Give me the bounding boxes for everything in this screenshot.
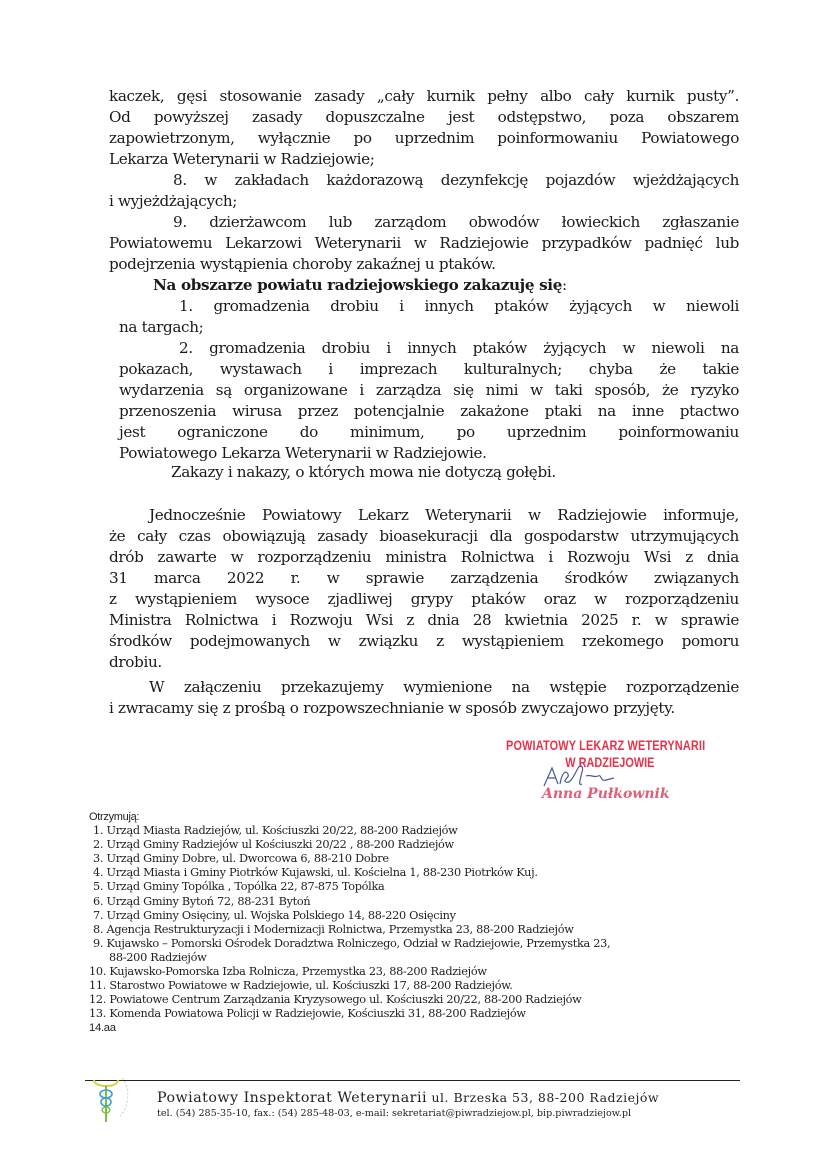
text-line: i zwracamy się z prośbą o rozpowszechnianie w sposób zwyczajowo przyjęty.	[109, 699, 675, 717]
recipient-item: 2. Urząd Gminy Radziejów ul Kościuszki 20/22 , 88-200 Radziejów	[93, 838, 454, 852]
attachment-paragraph	[109, 677, 739, 719]
recipients-title: Otrzymują:	[89, 811, 140, 823]
text-line: przenoszenia wirusa przez potencjalnie zakażone ptaki na inne ptactwo	[119, 402, 739, 420]
recipient-item: 13. Komenda Powiatowa Policji w Radziejowie, Kościuszki 31, 88-200 Radziejów	[89, 1007, 526, 1021]
recipient-item: 12. Powiatowe Centrum Zarządzania Kryzysowego ul. Kościuszki 20/22, 88-200 Radziejów	[89, 993, 582, 1007]
stamp-signatory-name: Anna Pułkownik	[542, 786, 670, 802]
text-line: 8. w zakładach każdorazową dezynfekcję pojazdów wjeżdżających	[173, 171, 739, 189]
text-line: wydarzenia są organizowane i zarządza się nimi w taki sposób, że ryzyko	[119, 381, 739, 399]
text-line: Od powyższej zasady dopuszczalne jest odstępstwo, poza obszarem	[109, 108, 739, 126]
recipient-item: 7. Urząd Gminy Osięciny, ul. Wojska Polskiego 14, 88-220 Osięciny	[93, 908, 456, 922]
recipient-item: 10. Kujawsko-Pomorska Izba Rolnicza, Przemystka 23, 88-200 Radziejów	[89, 965, 487, 979]
paragraph-continuation	[109, 86, 739, 170]
text-line: Ministra Rolnictwa i Rozwoju Wsi z dnia 28 kwietnia 2025 r. w sprawie	[109, 611, 739, 629]
footer-institution: Powiatowy Inspektorat Weterynarii	[157, 1090, 428, 1106]
recipients-list	[89, 810, 709, 1036]
recipient-item: 1. Urząd Miasta Radziejów, ul. Kościuszki 20/22, 88-200 Radziejów	[93, 824, 458, 838]
text-line: zapowietrzonym, wyłącznie po uprzednim poinformowaniu Powiatowego	[109, 129, 739, 147]
prohibition-2	[109, 338, 739, 464]
biosecurity-paragraph	[109, 505, 739, 673]
pigeons-note: Zakazy i nakazy, o których mowa nie dotyczą gołębi.	[171, 463, 556, 481]
pigeons-note-block	[109, 462, 739, 483]
text-line: kaczek, gęsi stosowanie zasady „cały kurnik pełny albo cały kurnik pusty”.	[109, 87, 739, 105]
recipient-item: 3. Urząd Gminy Dobre, ul. Dworcowa 6, 88-210 Dobre	[93, 852, 389, 866]
text-line: W załączeniu przekazujemy wymienione na wstępie rozporządzenie	[149, 678, 739, 696]
stamp-location: W RADZIEJOWIE	[565, 754, 655, 770]
prohibition-heading-bold: Na obszarze powiatu radziejowskiego zakazuję się	[153, 276, 563, 294]
recipient-item: 14.aa	[89, 1022, 116, 1035]
text-line: Powiatowemu Lekarzowi Weterynarii w Radziejowie przypadków padnięć lub	[109, 234, 739, 252]
text-line: podejrzenia wystąpienia choroby zakaźnej u ptaków.	[109, 255, 496, 273]
text-line: 1. gromadzenia drobiu i innych ptaków żyjących w niewoli	[179, 297, 739, 315]
footer-address: ul. Brzeska 53, 88-200 Radziejów	[427, 1090, 660, 1105]
text-line: Powiatowego Lekarza Weterynarii w Radziejowie.	[119, 444, 487, 462]
text-line: 9. dzierżawcom lub zarządom obwodów łowieckich zgłaszanie	[173, 213, 739, 231]
text-line: 31 marca 2022 r. w sprawie zarządzenia środków związanych	[109, 569, 739, 587]
prohibition-heading-colon: :	[562, 276, 567, 294]
footer-contact: tel. (54) 285-35-10, fax.: (54) 285-48-03, e-mail: sekretariat@piwradziejow.pl, bip.piwradziejow.pl	[157, 1108, 632, 1119]
footer-divider	[85, 1080, 740, 1081]
text-line: środków podejmowanych w związku z wystąpieniem rzekomego pomoru	[109, 632, 739, 650]
recipient-item: 4. Urząd Miasta i Gminy Piotrków Kujawski, ul. Kościelna 1, 88-230 Piotrków Kuj.	[93, 866, 538, 880]
text-line: że cały czas obowiązują zasady bioasekuracji dla gospodarstw utrzymujących	[109, 527, 739, 545]
recipient-item: 9. Kujawsko – Pomorski Ośrodek Doradztwa Rolniczego, Odział w Radziejowie, Przemystka 23,	[93, 936, 611, 950]
text-line: 2. gromadzenia drobiu i innych ptaków żyjących w niewoli na	[179, 339, 739, 357]
recipient-item: 6. Urząd Gminy Bytoń 72, 88-231 Bytoń	[93, 894, 311, 908]
footer	[157, 1090, 737, 1119]
recipient-item-continuation: 88-200 Radziejów	[109, 950, 207, 964]
prohibition-heading	[109, 275, 739, 296]
prohibition-1	[109, 296, 739, 338]
list-item-9	[109, 212, 739, 275]
recipient-item: 5. Urząd Gminy Topólka , Topólka 22, 87-875 Topólka	[93, 880, 385, 894]
text-line: i wyjeżdżających;	[109, 192, 238, 210]
recipient-item: 11. Starostwo Powiatowe w Radziejowie, ul. Kościuszki 17, 88-200 Radziejów.	[89, 979, 513, 993]
list-item-8	[109, 170, 739, 212]
footer-institution-line	[157, 1090, 737, 1106]
text-line: drobiu.	[109, 653, 162, 671]
text-line: jest ograniczone do minimum, po uprzednim poinformowaniu	[119, 423, 739, 441]
text-line: na targach;	[119, 318, 204, 336]
text-line: z wystąpieniem wysoce zjadliwej grypy ptaków oraz w rozporządzeniu	[109, 590, 739, 608]
text-line: drób zawarte w rozporządzeniu ministra Rolnictwa i Rozwoju Wsi z dnia	[109, 548, 739, 566]
text-line: Lekarza Weterynarii w Radziejowie;	[109, 150, 375, 168]
document-body	[109, 86, 739, 464]
text-line: pokazach, wystawach i imprezach kulturalnych; chyba że takie	[119, 360, 739, 378]
stamp-title: POWIATOWY LEKARZ WETERYNARII	[506, 737, 706, 753]
text-line: Jednocześnie Powiatowy Lekarz Weterynarii w Radziejowie informuje,	[149, 506, 739, 524]
caduceus-logo-icon	[84, 1072, 134, 1128]
recipient-item: 8. Agencja Restrukturyzacji i Modernizacji Rolnictwa, Przemystka 23, 88-200 Radziejów	[93, 922, 574, 936]
handwritten-signature-icon	[540, 762, 640, 792]
